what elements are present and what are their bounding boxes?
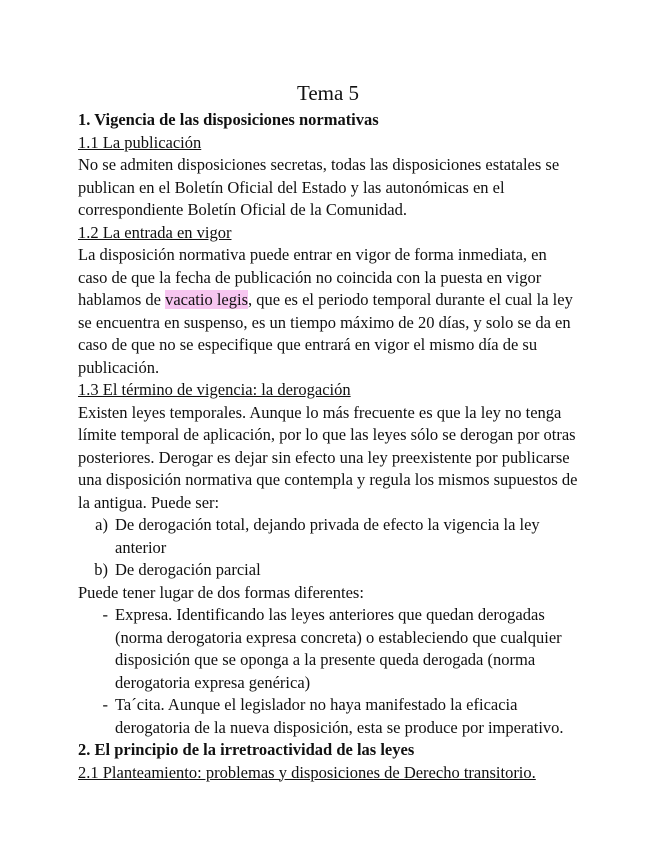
subsection-1-3-paragraph: Existen leyes temporales. Aunque lo más frecuente es que la ley no tenga límite temporal de aplicación, por lo que las leyes sólo se derogan por otras posteriores. Derogar es dejar sin efecto una ley preexistente por publicarse una disposición normativa que contempla y regula los mismos supuestos de la antigua. Puede ser:: [78, 402, 578, 512]
subsection-1-2-heading: 1.2 La entrada en vigor: [78, 222, 232, 242]
document-page: [78, 78, 578, 784]
list-item-text: Expresa. Identificando las leyes anteriores que quedan derogadas (norma derogatoria expresa concreta) o estableciendo que cualquier disposición que se oponga a la presente queda derogada (norma derogatoria expresa genérica): [115, 605, 562, 692]
list-marker: a): [95, 515, 108, 534]
section-2-heading: 2. El principio de la irretroactividad de las leyes: [78, 740, 415, 759]
list-item-text: De derogación total, dejando privada de efecto la vigencia la ley anterior: [115, 515, 540, 557]
forms-intro: Puede tener lugar de dos formas diferentes:: [78, 582, 364, 602]
list-dash: -: [102, 605, 108, 624]
derogation-type-list: [78, 514, 578, 582]
highlighted-term: vacatio legis: [165, 290, 248, 309]
subsection-1-2-paragraph: [78, 244, 578, 379]
subsection-2-1-heading: 2.1 Planteamiento: problemas y disposiciones de Derecho transitorio.: [78, 762, 536, 782]
list-dash: -: [102, 695, 108, 714]
paragraph-text-before: La disposición normativa puede entrar en vigor de forma inmediata, en caso de que la fecha de publicación no coincida con la puesta en vigor hablamos de: [78, 245, 547, 309]
list-item-text: De derogación parcial: [115, 560, 261, 579]
subsection-1-3-heading: 1.3 El término de vigencia: la derogación: [78, 380, 351, 399]
list-item: [78, 559, 578, 582]
section-1-heading: 1. Vigencia de las disposiciones normativas: [78, 110, 379, 129]
document-title: Tema 5: [296, 81, 360, 105]
subsection-1-1-heading: 1.1 La publicación: [78, 132, 202, 152]
list-item-text: Ta´cita. Aunque el legislador no haya manifestado la eficacia derogatoria de la nueva disposición, esta se produce por imperativo.: [115, 695, 564, 737]
list-item: [78, 514, 578, 559]
list-item: [78, 694, 578, 739]
list-marker: b): [94, 560, 108, 579]
paragraph-text-after: , que es el periodo temporal durante el cual la ley se encuentra en suspenso, es un tiempo máximo de 20 días, y solo se da en caso de que no se especifique que entrará en vigor el mismo día de su publicación.: [78, 290, 573, 377]
list-item: [78, 604, 578, 694]
subsection-1-1-paragraph: No se admiten disposiciones secretas, todas las disposiciones estatales se publican en el Boletín Oficial del Estado y las autonómicas en el correspondiente Boletín Oficial de la Comunidad.: [78, 155, 560, 219]
derogation-forms-list: [78, 604, 578, 739]
